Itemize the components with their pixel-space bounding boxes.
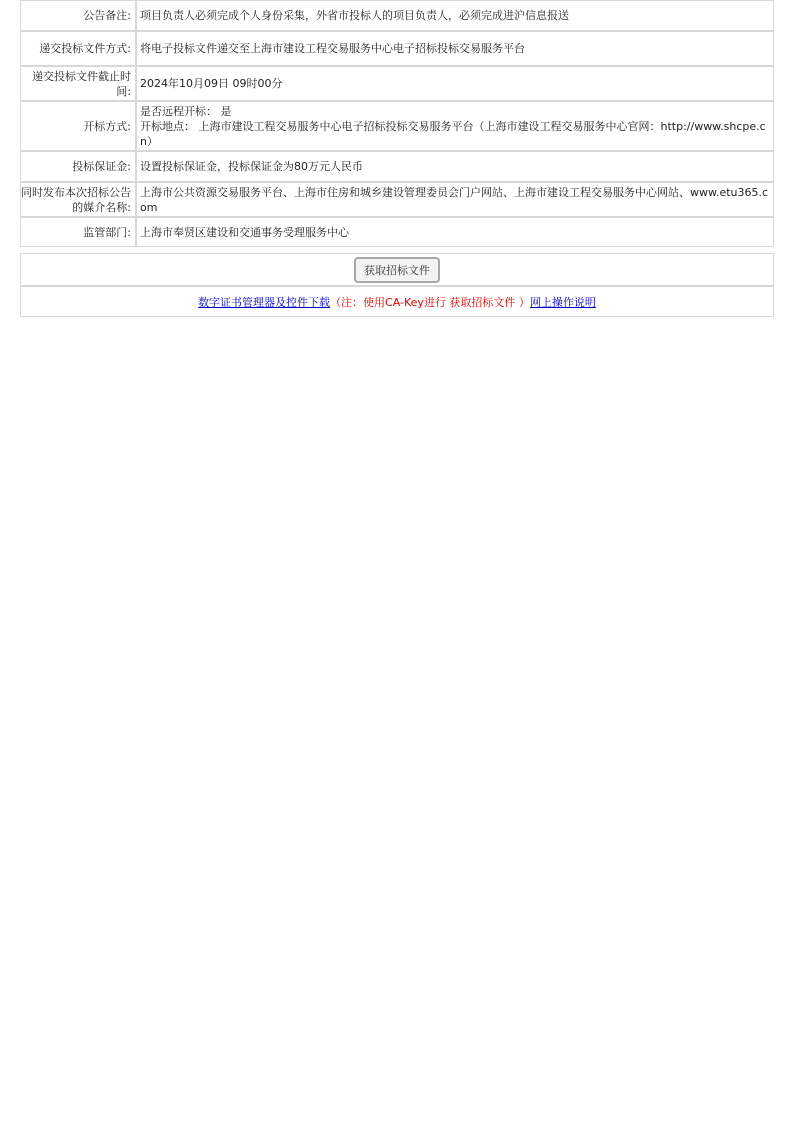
table-row [20,66,774,101]
supervisor-label: 监管部门: [20,217,136,247]
get-tender-documents-button[interactable]: 获取招标文件 [354,257,440,283]
notes-label: 公告备注: [20,0,136,31]
supervisor-value: 上海市奉贤区建设和交通事务受理服务中心 [136,217,774,247]
table-row [20,101,774,151]
table-row [20,286,774,317]
remote-opening-text: 是否远程开标： 是 [140,104,232,118]
opening-method-label: 开标方式: [20,101,136,151]
submission-method-value: 将电子投标文件递交至上海市建设工程交易服务中心电子招标投标交易服务平台 [136,31,774,66]
table-row [20,253,774,286]
cert-manager-download-link[interactable]: 数字证书管理器及控件下载 [198,295,331,309]
notes-value: 项目负责人必须完成个人身份采集，外省市投标人的项目负责人，必须完成进沪信息报送 [136,0,774,31]
opening-location-text: 开标地点： 上海市建设工程交易服务中心电子招标投标交易服务平台（上海市建设工程交易服务中心官网：http://www.shcpe.cn） [140,119,766,148]
deadline-value: 2024年10月09日 09时00分 [136,66,774,101]
deposit-value: 设置投标保证金，投标保证金为80万元人民币 [136,151,774,182]
table-row [20,31,774,66]
submission-method-label: 递交投标文件方式: [20,31,136,66]
media-label: 同时发布本次招标公告的媒介名称: [20,182,136,217]
tender-info-table [20,0,774,247]
tender-announcement-panel [20,0,774,317]
ca-key-note: （注：使用CA-Key进行 获取招标文件 ） [330,295,530,309]
table-row [20,182,774,217]
links-cell [20,286,774,317]
deposit-label: 投标保证金: [20,151,136,182]
table-row [20,151,774,182]
online-guide-link[interactable]: 网上操作说明 [529,295,596,309]
actions-table [20,253,774,317]
media-value: 上海市公共资源交易服务平台、上海市住房和城乡建设管理委员会门户网站、上海市建设工程交易服务中心网站、www.etu365.com [136,182,774,217]
button-cell [20,253,774,286]
table-row [20,217,774,247]
opening-method-value [136,101,774,151]
table-row [20,0,774,31]
deadline-label: 递交投标文件截止时间: [20,66,136,101]
